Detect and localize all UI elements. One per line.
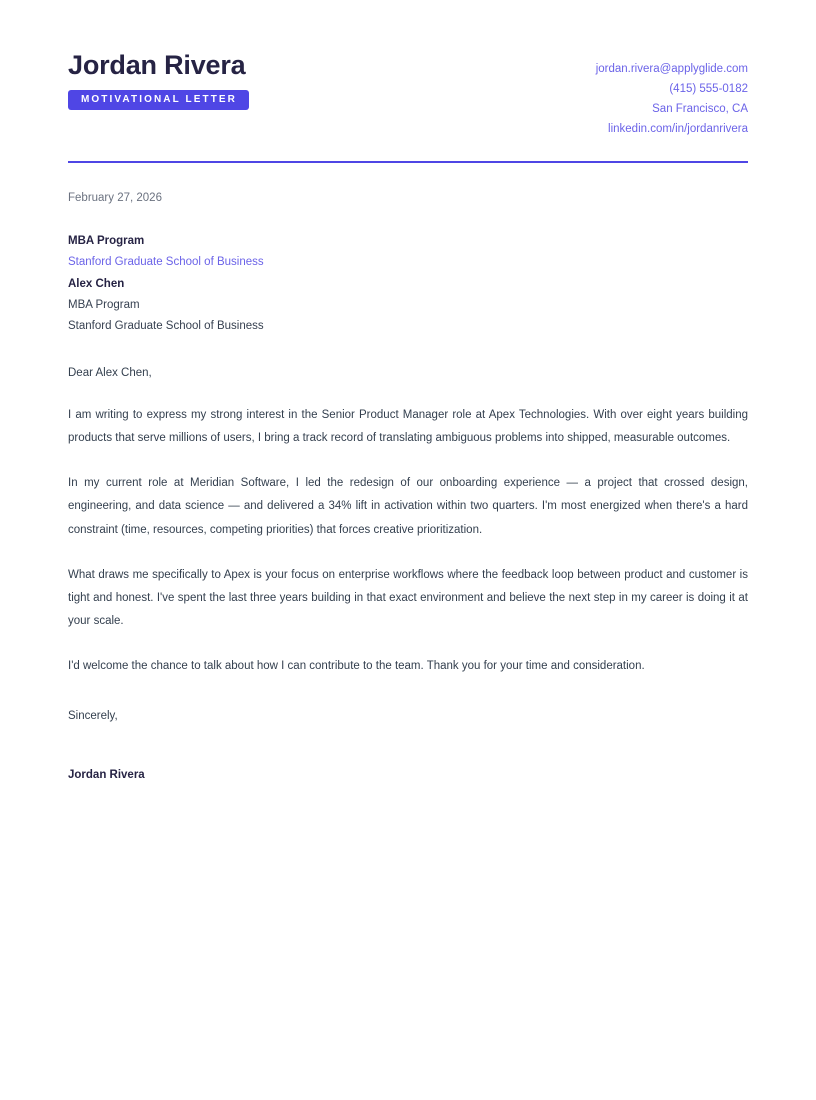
recipient-name: Alex Chen — [68, 277, 125, 290]
letter-paragraph: In my current role at Meridian Software, I led the redesign of our onboarding experience — a project that crossed design, engineering, and data science — and delivered a 34% lift in activation within two quarters. I'm most energized when there's a hard constraint (time, resources, competing priorities) that forces creative prioritization. — [68, 477, 748, 536]
letter-paragraph: What draws me specifically to Apex is your focus on enterprise workflows where the feedback loop between product and customer is tight and honest. I've spent the last three years building in that exact environment and believe the next step in my career is doing it at your scale. — [68, 568, 748, 628]
identity-block — [68, 50, 249, 110]
recipient-contact-institution: Stanford Graduate School of Business — [68, 320, 264, 333]
letter-closing: Sincerely, — [68, 709, 118, 722]
contact-linkedin[interactable]: linkedin.com/in/jordanrivera — [608, 123, 748, 135]
contact-block — [596, 50, 748, 139]
contact-phone[interactable]: (415) 555-0182 — [669, 83, 748, 95]
recipient-program: MBA Program — [68, 235, 145, 248]
contact-location: San Francisco, CA — [652, 103, 748, 115]
recipient-contact-program: MBA Program — [68, 298, 140, 311]
document-type-badge: MOTIVATIONAL LETTER — [68, 90, 249, 110]
recipient-block — [68, 231, 748, 337]
letter-paragraph: I'd welcome the chance to talk about how I can contribute to the team. Thank you for your time and consideration. — [68, 660, 645, 673]
letter-salutation: Dear Alex Chen, — [68, 366, 152, 379]
letter-date: February 27, 2026 — [68, 192, 162, 204]
letter-signature: Jordan Rivera — [68, 768, 145, 781]
page-title: Jordan Rivera — [68, 50, 246, 80]
contact-email[interactable]: jordan.rivera@applyglide.com — [595, 63, 748, 75]
letter-header — [68, 0, 748, 139]
recipient-institution-link[interactable]: Stanford Graduate School of Business — [68, 256, 264, 269]
header-divider — [68, 161, 748, 163]
letter-paragraph: I am writing to express my strong interest in the Senior Product Manager role at Apex Technologies. With over eight years building products that serve millions of users, I bring a track record of translating ambiguous problems into shipped, measurable outcomes. — [68, 408, 748, 445]
